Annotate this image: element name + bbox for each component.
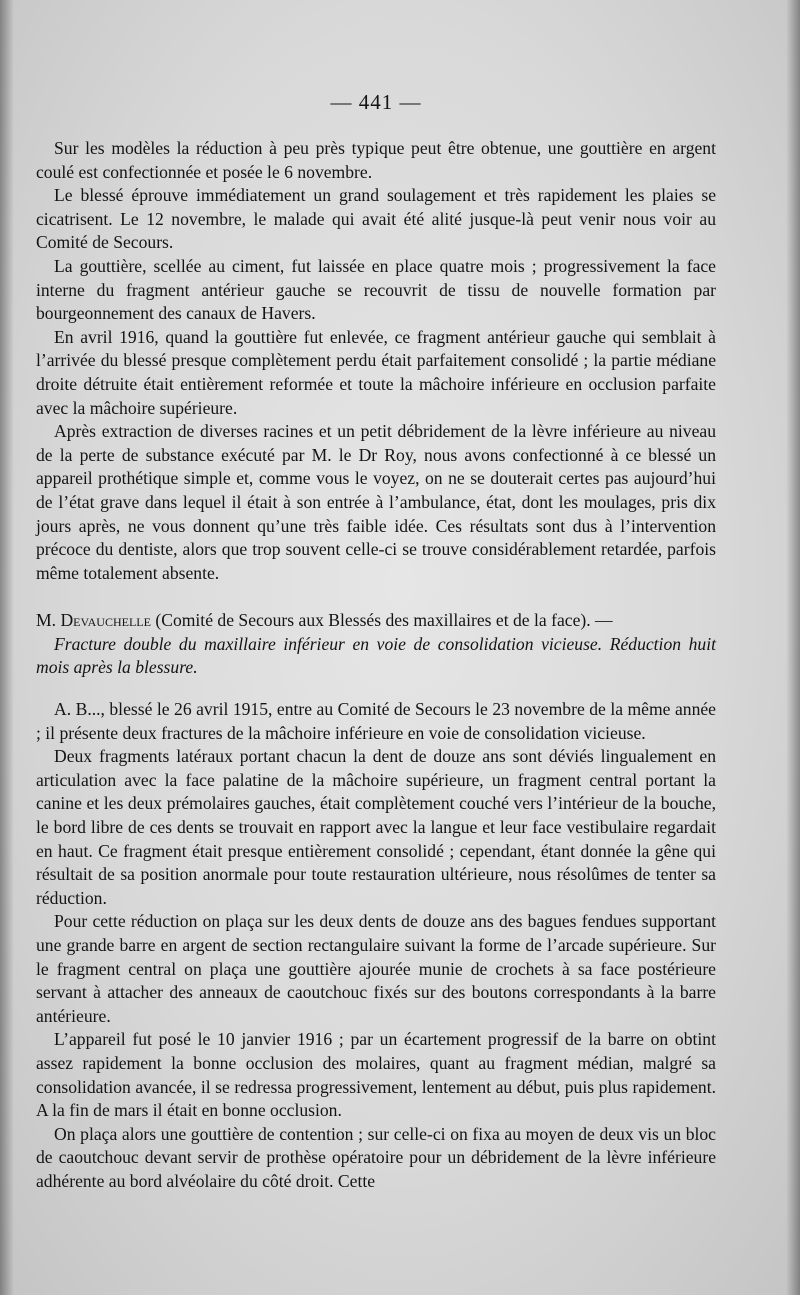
author-prefix: M. [36,610,57,631]
page-content [36,90,716,1194]
paragraph: En avril 1916, quand la gouttière fut enlevée, ce fragment antérieur gauche qui semblait à l’arrivée du blessé presque complètement perdu était parfaitement consolidé ; la partie médiane droite détruite était entièrement reformée et toute la mâchoire inférieure en occlusion parfaite avec la mâchoire supérieure. [36,326,716,418]
author-name: Devauchelle [60,610,151,631]
right-page-edge [786,0,800,1295]
left-page-edge [0,0,14,1295]
paragraph: Deux fragments latéraux portant chacun la dent de douze ans sont déviés lingualement en articulation avec la face palatine de la mâchoire supérieure, un fragment central portant la canine et les deux prémolaires gauches, était complètement couché vers l’intérieur de la bouche, le bord libre de ces dents se trouvait en rapport avec la langue et leur face vestibulaire regardait en haut. Ce fragment était presque entièrement consolidé ; cependant, étant donnée la gêne qui résultait de sa position anormale pour toute restauration ultérieure, nous résolûmes de tenter sa réduction. [36,746,716,908]
paragraph: Après extraction de diverses racines et un petit débridement de la lèvre inférieure au niveau de la perte de substance exécuté par M. le Dr Roy, nous avons confectionné à ce blessé un appareil prothétique simple et, comme vous le voyez, on ne se douterait certes pas aujourd’hui de l’état grave dans lequel il était à son entrée à l’ambulance, état, dont les moulages, pris dix jours après, ne vous donnent qu’une très faible idée. Ces résultats sont dus à l’intervention précoce du dentiste, alors que trop souvent celle-ci se trouve considérablement retardée, parfois même totalement absente. [36,421,716,583]
section-title: Fracture double du maxillaire inférieur en voie de consolidation vicieuse. Réduction huit mois après la blessure. [36,633,716,678]
author-affiliation: (Comité de Secours aux Blessés des maxillaires et de la face). — [155,610,613,631]
page-number: — 441 — [330,90,422,114]
paragraph: Sur les modèles la réduction à peu près typique peut être obtenue, une gouttière en argent coulé est confectionnée et posée le 6 novembre. [36,138,716,182]
section-author-line [36,609,716,633]
paragraph: L’appareil fut posé le 10 janvier 1916 ; par un écartement progressif de la barre on obtint assez rapidement la bonne occlusion des molaires, quant au fragment médian, malgré sa consolidation avancée, il se redressa progressivement, lentement au début, puis plus rapidement. A la fin de mars il était en bonne occlusion. [36,1029,716,1121]
paragraph: A. B..., blessé le 26 avril 1915, entre au Comité de Secours le 23 novembre de la même année ; il présente deux fractures de la mâchoire inférieure en voie de consolidation vicieuse. [36,699,716,743]
paragraph: Pour cette réduction on plaça sur les deux dents de douze ans des bagues fendues supportant une grande barre en argent de section rectangulaire suivant la forme de l’arcade supérieure. Sur le fragment central on plaça une gouttière ajourée munie de crochets à sa face postérieure servant à attacher des anneaux de caoutchouc fixés sur des boutons correspondants à la barre antérieure. [36,911,716,1026]
paragraph: La gouttière, scellée au ciment, fut laissée en place quatre mois ; progressivement la face interne du fragment antérieur gauche se recouvrit de tissu de nouvelle formation par bourgeonnement des canaux de Havers. [36,255,716,324]
paragraph: Le blessé éprouve immédiatement un grand soulagement et très rapidement les plaies se cicatrisent. Le 12 novembre, le malade qui avait été alité jusque-là peut venir nous voir au Comité de Secours. [36,185,716,253]
paragraph: On plaça alors une gouttière de contention ; sur celle-ci on fixa au moyen de deux vis un bloc de caoutchouc devant servir de prothèse opératoire pour un débridement de la lèvre inférieure adhérente au bord alvéolaire du côté droit. Cette [36,1123,716,1191]
